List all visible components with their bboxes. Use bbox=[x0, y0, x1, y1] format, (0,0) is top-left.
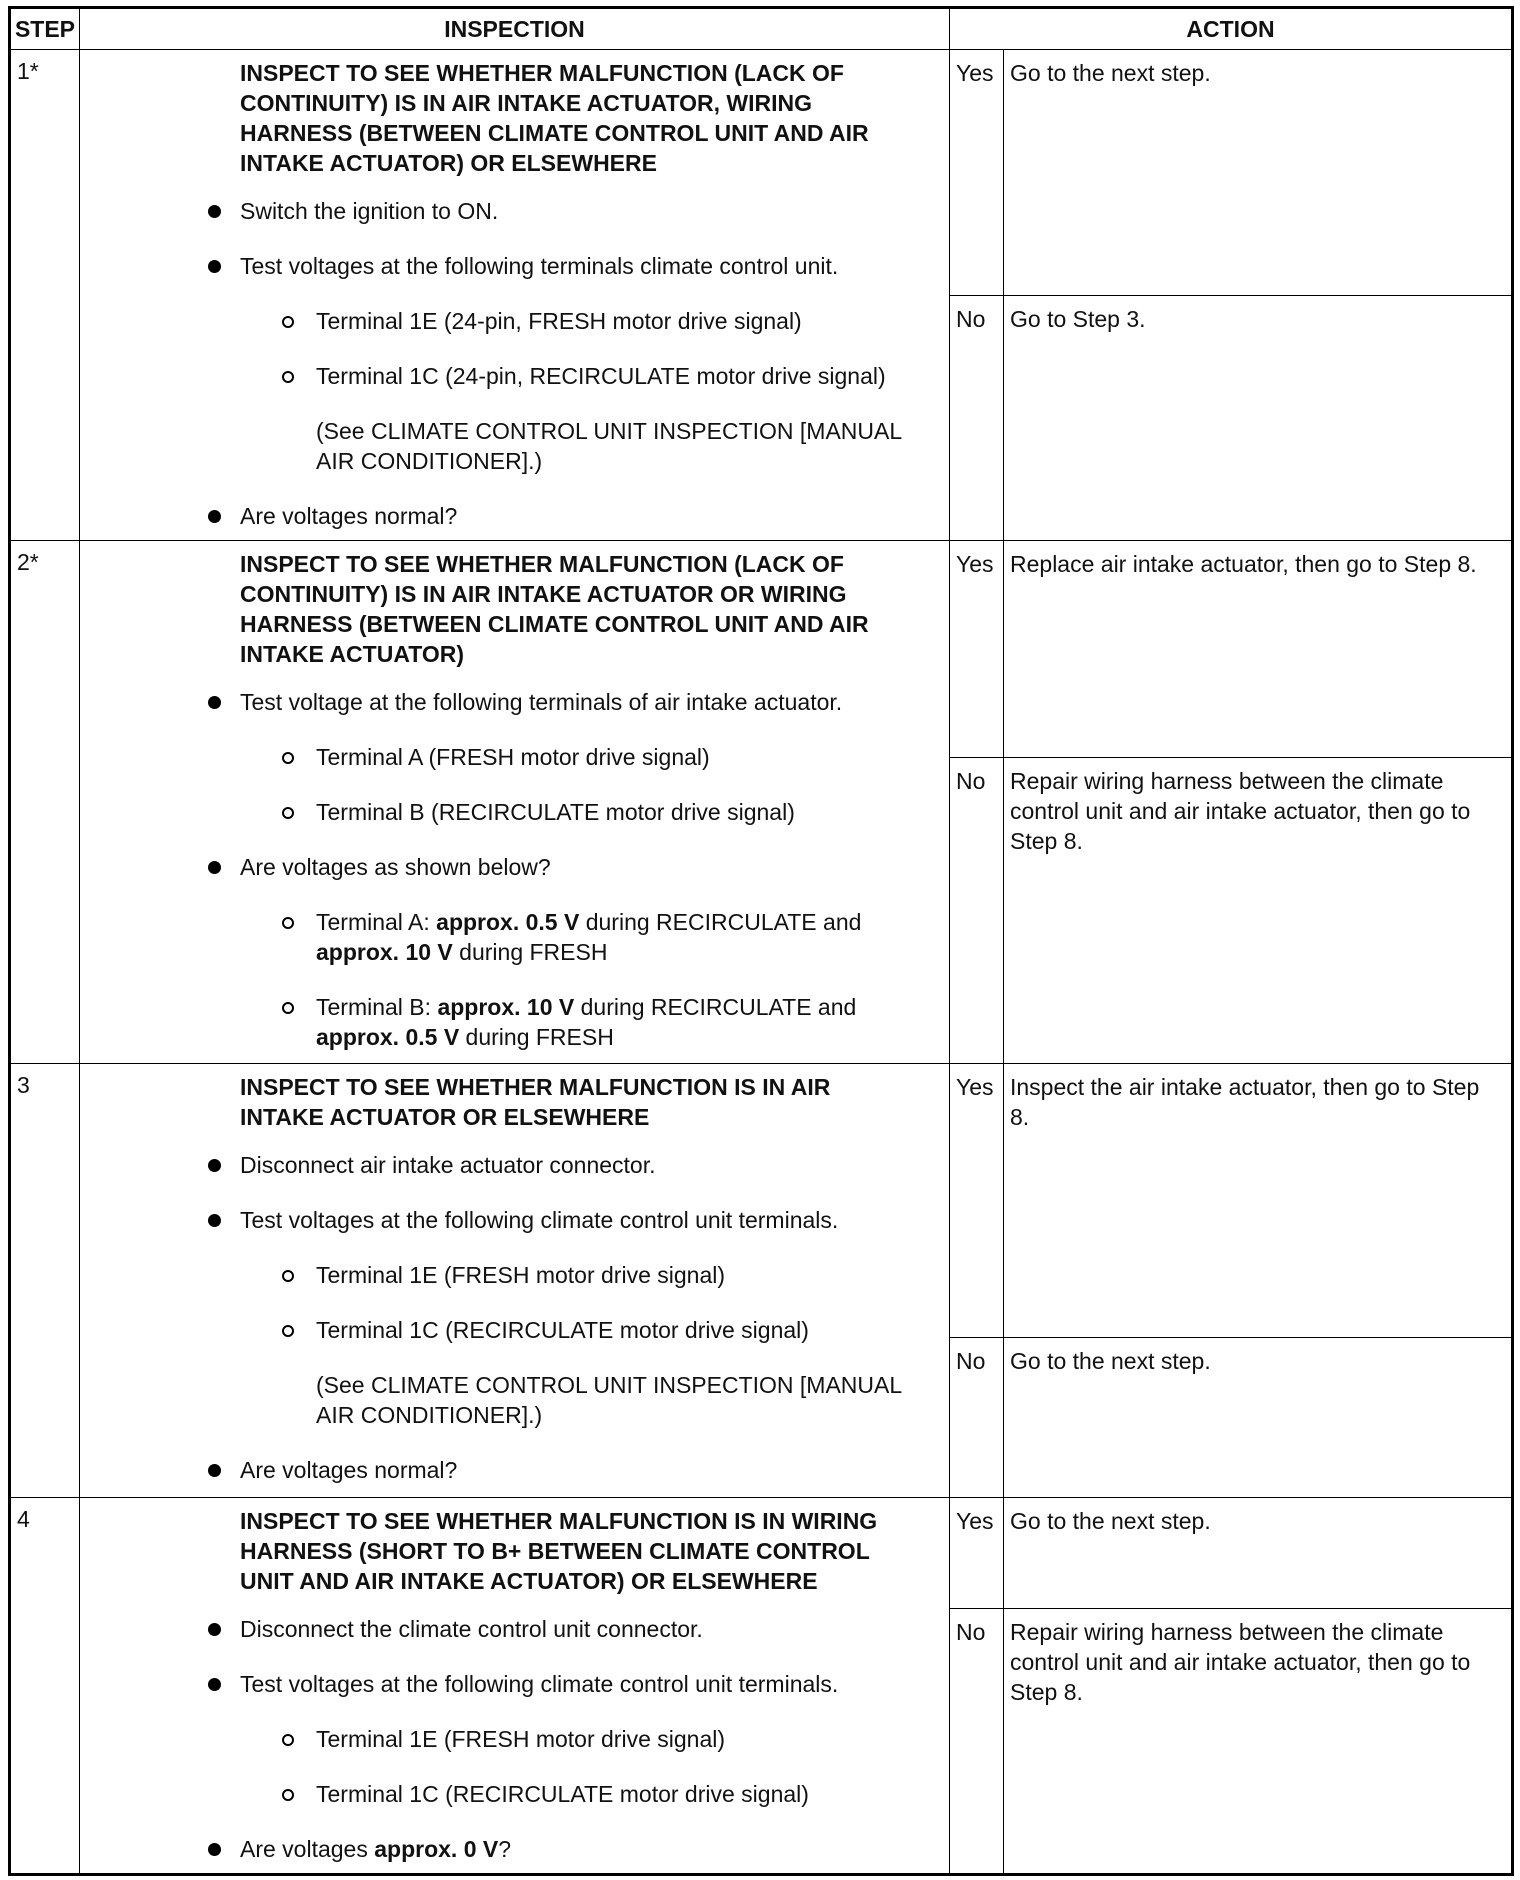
bullet-question bbox=[240, 1834, 913, 1864]
yes-action: Replace air intake actuator, then go to Step 8. bbox=[1004, 541, 1513, 758]
yes-action: Go to the next step. bbox=[1004, 50, 1513, 296]
voltage-value: approx. 10 V bbox=[316, 939, 453, 965]
condition-text: during FRESH bbox=[459, 1024, 614, 1050]
sub-bullet-item: Terminal 1E (FRESH motor drive signal) bbox=[316, 1260, 913, 1290]
step-number: 4 bbox=[10, 1498, 80, 1875]
yes-label: Yes bbox=[950, 541, 1004, 758]
inspection-cell bbox=[80, 1498, 950, 1875]
terminal-label: Terminal A: bbox=[316, 909, 437, 935]
yes-label: Yes bbox=[950, 1498, 1004, 1609]
yes-action: Go to the next step. bbox=[1004, 1498, 1513, 1609]
header-action: ACTION bbox=[950, 8, 1513, 50]
bullet-question: Are voltages as shown below? bbox=[240, 852, 913, 882]
inspection-title: INSPECT TO SEE WHETHER MALFUNCTION (LACK OF CONTINUITY) IS IN AIR INTAKE ACTUATOR OR WIRING HARNESS (BETWEEN CLIMATE CONTROL UNIT AND AIR INTAKE ACTUATOR) bbox=[240, 551, 869, 667]
header-inspection: INSPECTION bbox=[80, 8, 950, 50]
sub-bullet-item: Terminal 1C (RECIRCULATE motor drive signal) bbox=[316, 1315, 913, 1345]
step-number: 3 bbox=[10, 1064, 80, 1498]
sub-bullet-item: Terminal 1E (FRESH motor drive signal) bbox=[316, 1724, 913, 1754]
reference-note: (See CLIMATE CONTROL UNIT INSPECTION [MANUAL AIR CONDITIONER].) bbox=[316, 418, 902, 474]
sub-bullet-item: Terminal B (RECIRCULATE motor drive signal) bbox=[316, 797, 913, 827]
bullet-item: Test voltages at the following climate control unit terminals. bbox=[240, 1669, 913, 1699]
no-label: No bbox=[950, 758, 1004, 1064]
header-row bbox=[10, 8, 1513, 50]
yes-label: Yes bbox=[950, 50, 1004, 296]
step-number: 1* bbox=[10, 50, 80, 541]
header-step: STEP bbox=[10, 8, 80, 50]
condition-text: during FRESH bbox=[452, 939, 608, 965]
step-1-yes-row bbox=[10, 50, 1513, 296]
yes-label: Yes bbox=[950, 1064, 1004, 1338]
sub-bullet-item: Terminal A (FRESH motor drive signal) bbox=[316, 742, 913, 772]
bullet-item: Test voltage at the following terminals of air intake actuator. bbox=[240, 687, 913, 717]
step-3-yes-row bbox=[10, 1064, 1513, 1338]
bullet-item: Disconnect the climate control unit connector. bbox=[240, 1614, 913, 1644]
question-text: Are voltages bbox=[240, 1836, 375, 1862]
inspection-table-sheet bbox=[8, 6, 1514, 1876]
inspection-title: INSPECT TO SEE WHETHER MALFUNCTION IS IN WIRING HARNESS (SHORT TO B+ BETWEEN CLIMATE CONTROL UNIT AND AIR INTAKE ACTUATOR) OR ELSEWHERE bbox=[240, 1508, 878, 1594]
no-label: No bbox=[950, 296, 1004, 541]
voltage-value: approx. 10 V bbox=[437, 994, 575, 1020]
sub-bullet-item: Terminal 1E (24-pin, FRESH motor drive signal) bbox=[316, 306, 913, 336]
no-label: No bbox=[950, 1338, 1004, 1498]
no-action: Repair wiring harness between the climate control unit and air intake actuator, then go to Step 8. bbox=[1004, 1609, 1513, 1875]
terminal-label: Terminal B: bbox=[316, 994, 438, 1020]
inspection-title: INSPECT TO SEE WHETHER MALFUNCTION IS IN AIR INTAKE ACTUATOR OR ELSEWHERE bbox=[240, 1074, 831, 1130]
step-2-yes-row bbox=[10, 541, 1513, 758]
sub-bullet-item bbox=[316, 992, 913, 1052]
inspection-cell bbox=[80, 541, 950, 1064]
bullet-question: Are voltages normal? bbox=[240, 501, 913, 531]
bullet-question: Are voltages normal? bbox=[240, 1455, 913, 1485]
condition-text: during RECIRCULATE and bbox=[574, 994, 857, 1020]
question-mark: ? bbox=[498, 1836, 512, 1862]
voltage-value: approx. 0 V bbox=[374, 1836, 499, 1862]
no-action: Go to the next step. bbox=[1004, 1338, 1513, 1498]
bullet-item: Disconnect air intake actuator connector. bbox=[240, 1150, 913, 1180]
inspection-cell bbox=[80, 1064, 950, 1498]
bullet-item: Switch the ignition to ON. bbox=[240, 196, 913, 226]
no-action: Go to Step 3. bbox=[1004, 296, 1513, 541]
inspection-cell bbox=[80, 50, 950, 541]
sub-bullet-item: Terminal 1C (RECIRCULATE motor drive signal) bbox=[316, 1779, 913, 1809]
sub-bullet-item: Terminal 1C (24-pin, RECIRCULATE motor drive signal) bbox=[316, 361, 913, 391]
voltage-value: approx. 0.5 V bbox=[436, 909, 580, 935]
voltage-value: approx. 0.5 V bbox=[316, 1024, 460, 1050]
step-4-yes-row bbox=[10, 1498, 1513, 1609]
sub-bullet-item bbox=[316, 907, 913, 967]
inspection-title: INSPECT TO SEE WHETHER MALFUNCTION (LACK OF CONTINUITY) IS IN AIR INTAKE ACTUATOR, WIRING HARNESS (BETWEEN CLIMATE CONTROL UNIT AND AIR INTAKE ACTUATOR) OR ELSEWHERE bbox=[240, 60, 869, 176]
inspection-table bbox=[8, 6, 1514, 1876]
bullet-item: Test voltages at the following terminals climate control unit. bbox=[240, 251, 913, 281]
step-number: 2* bbox=[10, 541, 80, 1064]
yes-action: Inspect the air intake actuator, then go to Step 8. bbox=[1004, 1064, 1513, 1338]
no-label: No bbox=[950, 1609, 1004, 1875]
no-action: Repair wiring harness between the climate control unit and air intake actuator, then go to Step 8. bbox=[1004, 758, 1513, 1064]
reference-note: (See CLIMATE CONTROL UNIT INSPECTION [MANUAL AIR CONDITIONER].) bbox=[316, 1372, 902, 1428]
condition-text: during RECIRCULATE and bbox=[579, 909, 862, 935]
bullet-item: Test voltages at the following climate control unit terminals. bbox=[240, 1205, 913, 1235]
